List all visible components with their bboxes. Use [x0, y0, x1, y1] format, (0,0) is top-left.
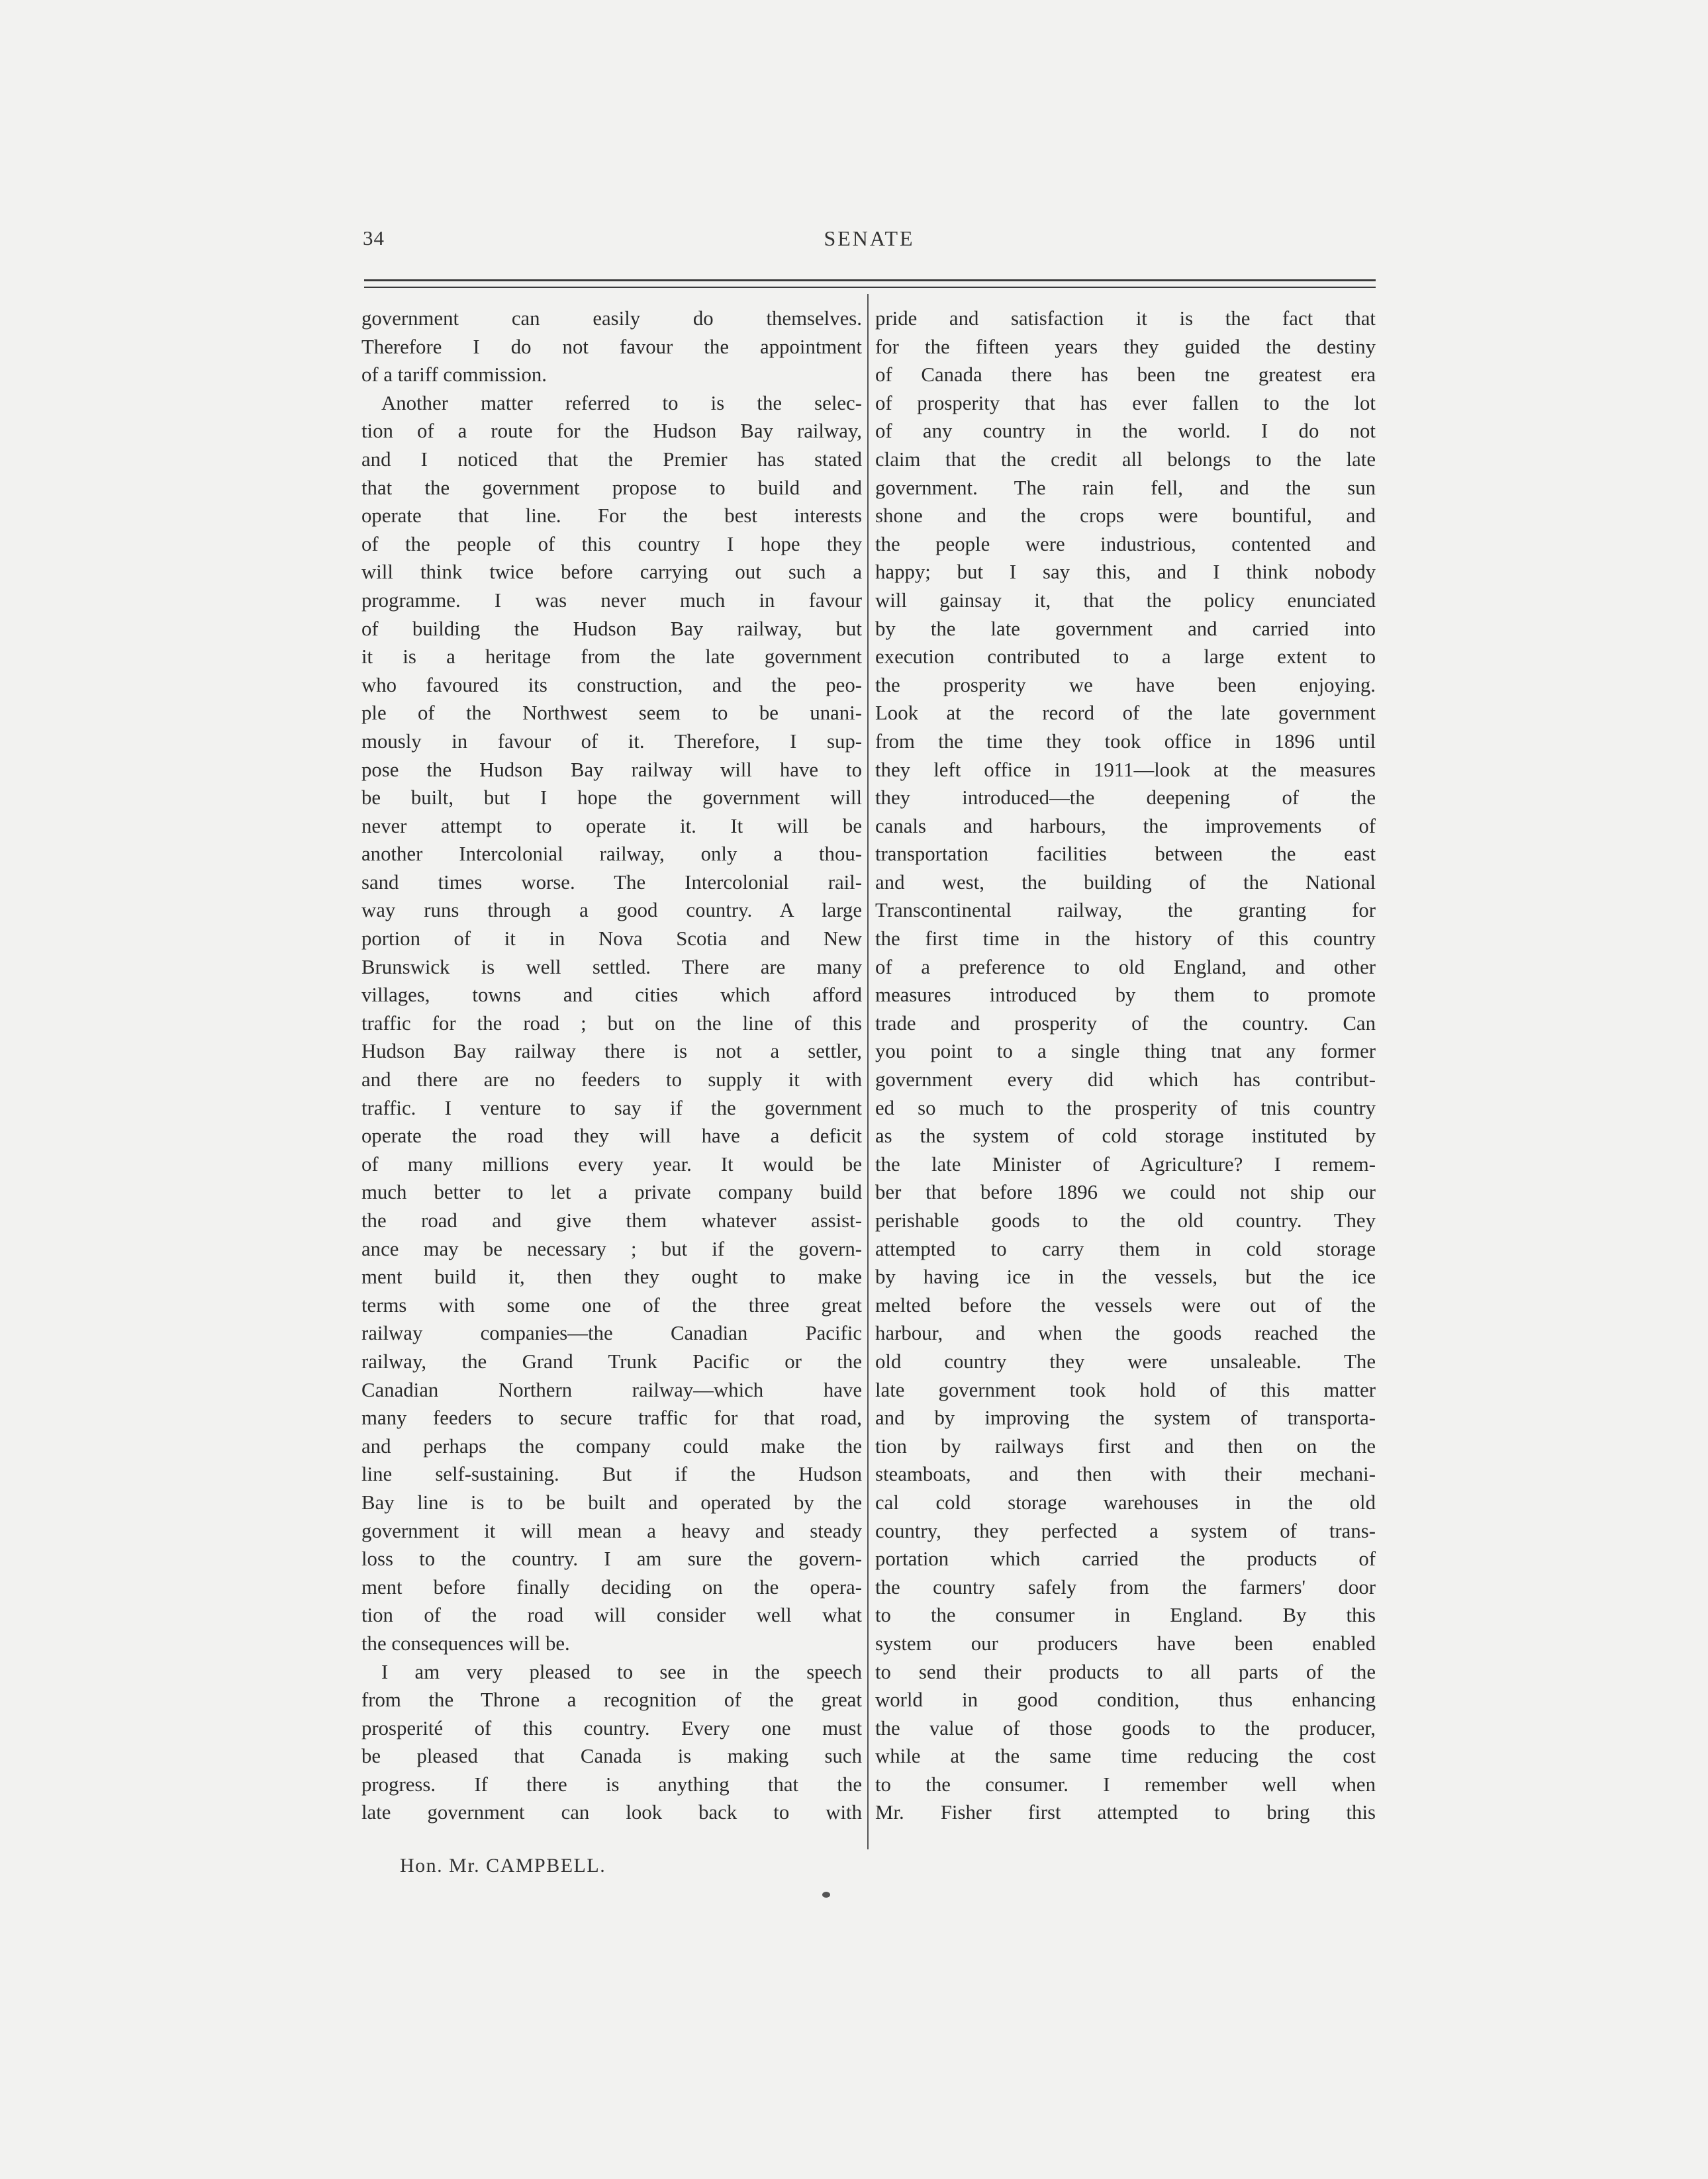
text-line: of building the Hudson Bay railway, but [361, 617, 862, 640]
text-line: another Intercolonial railway, only a thou- [361, 843, 862, 866]
text-line: Transcontinental railway, the granting for [875, 899, 1376, 922]
text-line: happy; but I say this, and I think nobody [875, 561, 1376, 584]
text-line: portation which carried the products of [875, 1548, 1376, 1571]
text-line: and by improving the system of transporta- [875, 1407, 1376, 1430]
text-line: way runs through a good country. A large [361, 899, 862, 922]
text-line: Mr. Fisher first attempted to bring this [875, 1801, 1376, 1824]
text-line: the people were industrious, contented and [875, 532, 1376, 555]
text-line: perishable goods to the old country. They [875, 1209, 1376, 1232]
text-line: government it will mean a heavy and steady [361, 1519, 862, 1542]
text-line: government every did which has contribut- [875, 1068, 1376, 1091]
text-line: melted before the vessels were out of the [875, 1293, 1376, 1317]
text-line: Hudson Bay railway there is not a settler, [361, 1040, 862, 1063]
text-line: the late Minister of Agriculture? I remem- [875, 1152, 1376, 1176]
text-line: late government can look back to with [361, 1801, 862, 1824]
text-line: traffic. I venture to say if the government [361, 1096, 862, 1119]
text-line: Canadian Northern railway—which have [361, 1378, 862, 1401]
text-line: and there are no feeders to supply it with [361, 1068, 862, 1091]
text-line: and perhaps the company could make the [361, 1434, 862, 1458]
text-line: transportation facilities between the east [875, 843, 1376, 866]
text-line: that the government propose to build and [361, 476, 862, 499]
speaker-attribution: Hon. Mr. CAMPBELL. [400, 1855, 606, 1877]
text-line: the prosperity we have been enjoying. [875, 673, 1376, 696]
column-divider [867, 294, 869, 1849]
text-line: traffic for the road ; but on the line of this [361, 1011, 862, 1035]
text-line: ment build it, then they ought to make [361, 1266, 862, 1289]
text-line: ed so much to the prosperity of tnis country [875, 1096, 1376, 1119]
text-line: I am very pleased to see in the speech [381, 1660, 862, 1683]
text-line: by having ice in the vessels, but the ice [875, 1266, 1376, 1289]
text-line: trade and prosperity of the country. Can [875, 1011, 1376, 1035]
text-line: tion of the road will consider well what [361, 1604, 862, 1627]
text-line: to the consumer. I remember well when [875, 1773, 1376, 1796]
text-line: late government took hold of this matter [875, 1378, 1376, 1401]
text-line: country, they perfected a system of trans- [875, 1519, 1376, 1542]
text-line: pride and satisfaction it is the fact that [875, 307, 1376, 330]
page-number: 34 [363, 226, 385, 250]
text-line: Another matter referred to is the selec- [381, 391, 862, 414]
text-line: measures introduced by them to promote [875, 984, 1376, 1007]
text-line: for the fifteen years they guided the destiny [875, 335, 1376, 358]
text-line: terms with some one of the three great [361, 1293, 862, 1317]
text-line: mously in favour of it. Therefore, I sup- [361, 729, 862, 753]
text-line: the first time in the history of this country [875, 927, 1376, 950]
text-line: old country they were unsaleable. The [875, 1350, 1376, 1373]
text-line: Therefore I do not favour the appointment [361, 335, 862, 358]
text-line: the value of those goods to the producer, [875, 1716, 1376, 1739]
text-line: ber that before 1896 we could not ship our [875, 1181, 1376, 1204]
running-head: SENATE [824, 226, 915, 250]
text-line: system our producers have been enabled [875, 1632, 1376, 1655]
text-line: Brunswick is well settled. There are many [361, 955, 862, 978]
text-line: the consequences will be. [361, 1632, 570, 1655]
text-line: claim that the credit all belongs to the late [875, 447, 1376, 471]
text-line: railway companies—the Canadian Pacific [361, 1322, 862, 1345]
text-line: cal cold storage warehouses in the old [875, 1491, 1376, 1514]
text-line: the road and give them whatever assist- [361, 1209, 862, 1232]
text-line: government. The rain fell, and the sun [875, 476, 1376, 499]
text-line: programme. I was never much in favour [361, 588, 862, 612]
text-line: Look at the record of the late government [875, 702, 1376, 725]
text-line: they left office in 1911—look at the measures [875, 758, 1376, 781]
text-line: of a preference to old England, and other [875, 955, 1376, 978]
page-header [363, 226, 1376, 253]
text-line: villages, towns and cities which afford [361, 984, 862, 1007]
text-line: ment before finally deciding on the opera- [361, 1575, 862, 1599]
text-line: ple of the Northwest seem to be unani- [361, 702, 862, 725]
text-line: of Canada there has been tne greatest era [875, 363, 1376, 387]
text-line: never attempt to operate it. It will be [361, 814, 862, 837]
text-line: execution contributed to a large extent to [875, 645, 1376, 669]
text-line: to send their products to all parts of the [875, 1660, 1376, 1683]
text-line: to the consumer in England. By this [875, 1604, 1376, 1627]
text-line: by the late government and carried into [875, 617, 1376, 640]
text-line: railway, the Grand Trunk Pacific or the [361, 1350, 862, 1373]
text-line: while at the same time reducing the cost [875, 1745, 1376, 1768]
text-line: operate the road they will have a deficit [361, 1125, 862, 1148]
text-line: of a tariff commission. [361, 363, 547, 387]
text-line: tion by railways first and then on the [875, 1434, 1376, 1458]
text-line: line self-sustaining. But if the Hudson [361, 1463, 862, 1486]
right-column [875, 304, 1376, 1827]
text-line: loss to the country. I am sure the govern- [361, 1548, 862, 1571]
text-line: progress. If there is anything that the [361, 1773, 862, 1796]
text-line: shone and the crops were bountiful, and [875, 504, 1376, 528]
text-line: prosperité of this country. Every one must [361, 1716, 862, 1739]
text-line: be pleased that Canada is making such [361, 1745, 862, 1768]
text-line: will gainsay it, that the policy enunciated [875, 588, 1376, 612]
text-line: from the time they took office in 1896 until [875, 729, 1376, 753]
header-rule-bottom [364, 287, 1376, 288]
text-line: as the system of cold storage instituted by [875, 1125, 1376, 1148]
text-line: tion of a route for the Hudson Bay railway, [361, 420, 862, 443]
text-line: world in good condition, thus enhancing [875, 1689, 1376, 1712]
text-line: canals and harbours, the improvements of [875, 814, 1376, 837]
text-line: portion of it in Nova Scotia and New [361, 927, 862, 950]
header-rule-top [364, 279, 1376, 281]
text-line: they introduced—the deepening of the [875, 786, 1376, 810]
text-line: pose the Hudson Bay railway will have to [361, 758, 862, 781]
text-line: be built, but I hope the government will [361, 786, 862, 810]
text-line: sand times worse. The Intercolonial rail- [361, 870, 862, 894]
text-line: you point to a single thing tnat any former [875, 1040, 1376, 1063]
text-line: ance may be necessary ; but if the govern- [361, 1237, 862, 1260]
text-line: operate that line. For the best interests [361, 504, 862, 528]
text-line: of many millions every year. It would be [361, 1152, 862, 1176]
text-line: Bay line is to be built and operated by the [361, 1491, 862, 1514]
text-line: government can easily do themselves. [361, 307, 862, 330]
text-line: it is a heritage from the late government [361, 645, 862, 669]
text-line: and west, the building of the National [875, 870, 1376, 894]
text-line: harbour, and when the goods reached the [875, 1322, 1376, 1345]
left-column [361, 304, 862, 1827]
text-line: of prosperity that has ever fallen to the lot [875, 391, 1376, 414]
text-line: and I noticed that the Premier has stated [361, 447, 862, 471]
text-line: will think twice before carrying out such a [361, 561, 862, 584]
scan-speck [822, 1892, 830, 1898]
text-line: of the people of this country I hope they [361, 532, 862, 555]
text-line: steamboats, and then with their mechani- [875, 1463, 1376, 1486]
text-line: who favoured its construction, and the peo- [361, 673, 862, 696]
text-line: attempted to carry them in cold storage [875, 1237, 1376, 1260]
text-line: much better to let a private company build [361, 1181, 862, 1204]
text-line: of any country in the world. I do not [875, 420, 1376, 443]
text-line: many feeders to secure traffic for that road, [361, 1407, 862, 1430]
text-line: the country safely from the farmers' door [875, 1575, 1376, 1599]
text-line: from the Throne a recognition of the great [361, 1689, 862, 1712]
